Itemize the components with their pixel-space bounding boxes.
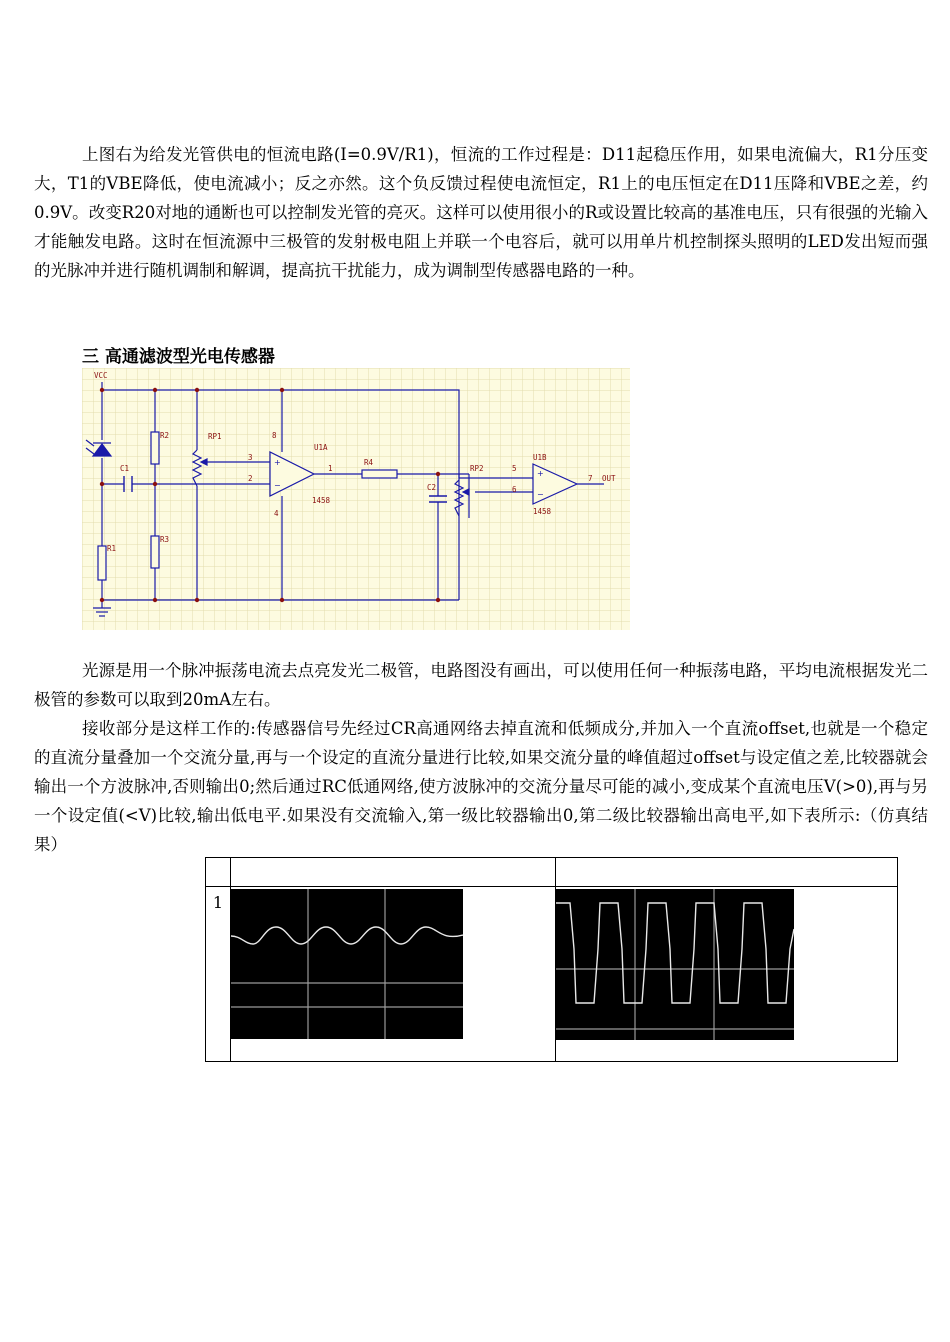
table-header-row: [206, 858, 898, 887]
label-chip1: 1458: [312, 496, 331, 505]
table-cell: [556, 887, 898, 1062]
label-r2: R2: [160, 431, 170, 440]
resistor-r3: [151, 536, 159, 568]
opamp-u1a-plus: +: [274, 458, 281, 467]
circuit-schematic: [82, 368, 630, 630]
table-cell: [231, 887, 556, 1062]
label-pin8: 8: [272, 431, 277, 440]
label-c2: C2: [427, 483, 437, 492]
resistor-r2: [151, 432, 159, 464]
resistor-r4: [362, 470, 397, 478]
row-label: 1: [206, 887, 231, 1062]
label-rp1: RP1: [208, 432, 222, 441]
table-cell: [206, 858, 231, 887]
label-vcc: VCC: [94, 371, 108, 380]
label-chip2: 1458: [533, 507, 552, 516]
table-cell: [231, 858, 556, 887]
table-cell: [556, 858, 898, 887]
label-u1b: U1B: [533, 453, 547, 462]
schematic-grid: [82, 368, 630, 630]
paragraph-light-source: 光源是用一个脉冲振荡电流去点亮发光二极管，电路图没有画出，可以使用任何一种振荡电路，平均电流根据发光二极管的参数可以取到20mA左右。: [34, 661, 928, 709]
label-c1: C1: [120, 464, 130, 473]
paragraph-constant-current: 上图右为给发光管供电的恒流电路(I=0.9V/R1)，恒流的工作过程是：D11起稳压作用，如果电流偏大，R1分压变大，T1的VBE降低，使电流减小；反之亦然。这个负反馈过程使电流恒定，R1上的电压恒定在D11压降和VBE之差，约0.9V。改变R20对地的通断也可以控制发光管的亮灭。这样可以使用很小的R或设置比较高的基准电压，只有很强的光输入才能触发电路。这时在恒流源中三极管的发射极电阻上并联一个电容后，就可以用单片机控制探头照明的LED发出短而强的光脉冲并进行随机调制和解调，提高抗干扰能力，成为调制型传感器电路的一种。: [34, 145, 928, 280]
label-r3: R3: [160, 535, 170, 544]
label-pin4: 4: [274, 509, 279, 518]
scope-sine-input: [231, 889, 463, 1039]
section-heading: 三 高通滤波型光电传感器: [82, 347, 275, 367]
label-pin3: 3: [248, 453, 253, 462]
label-rp2: RP2: [470, 464, 484, 473]
label-pin7: 7: [588, 474, 593, 483]
label-u1a: U1A: [314, 443, 328, 452]
label-r1: R1: [107, 544, 117, 553]
opamp-u1b-plus: +: [537, 469, 544, 478]
scope-square-output: [556, 889, 794, 1040]
label-out: OUT: [602, 474, 616, 483]
paragraph-receiver: 接收部分是这样工作的:传感器信号先经过CR高通网络去掉直流和低频成分,并加入一个直流offset,也就是一个稳定的直流分量叠加一个交流分量,再与一个设定的直流分量进行比较,如果交流分量的峰值超过offset与设定值之差,比较器就会输出一个方波脉冲,否则输出0;然后通过RC低通网络,使方波脉冲的交流分量尽可能的减小,变成某个直流电压V(>0),再与另一个设定值(<V)比较,输出低电平.如果没有交流输入,第一级比较器输出0,第二级比较器输出高电平,如下表所示:（仿真结果）: [34, 719, 928, 854]
opamp-u1a-minus: −: [274, 481, 281, 490]
simulation-table: [205, 857, 898, 1062]
label-pin2: 2: [248, 474, 253, 483]
label-r4: R4: [364, 458, 374, 467]
table-row: [206, 887, 898, 1062]
label-pin5: 5: [512, 464, 517, 473]
opamp-u1b-minus: −: [537, 490, 544, 499]
label-pin1: 1: [328, 464, 333, 473]
label-pin6: 6: [512, 485, 517, 494]
resistor-r1: [98, 546, 106, 580]
